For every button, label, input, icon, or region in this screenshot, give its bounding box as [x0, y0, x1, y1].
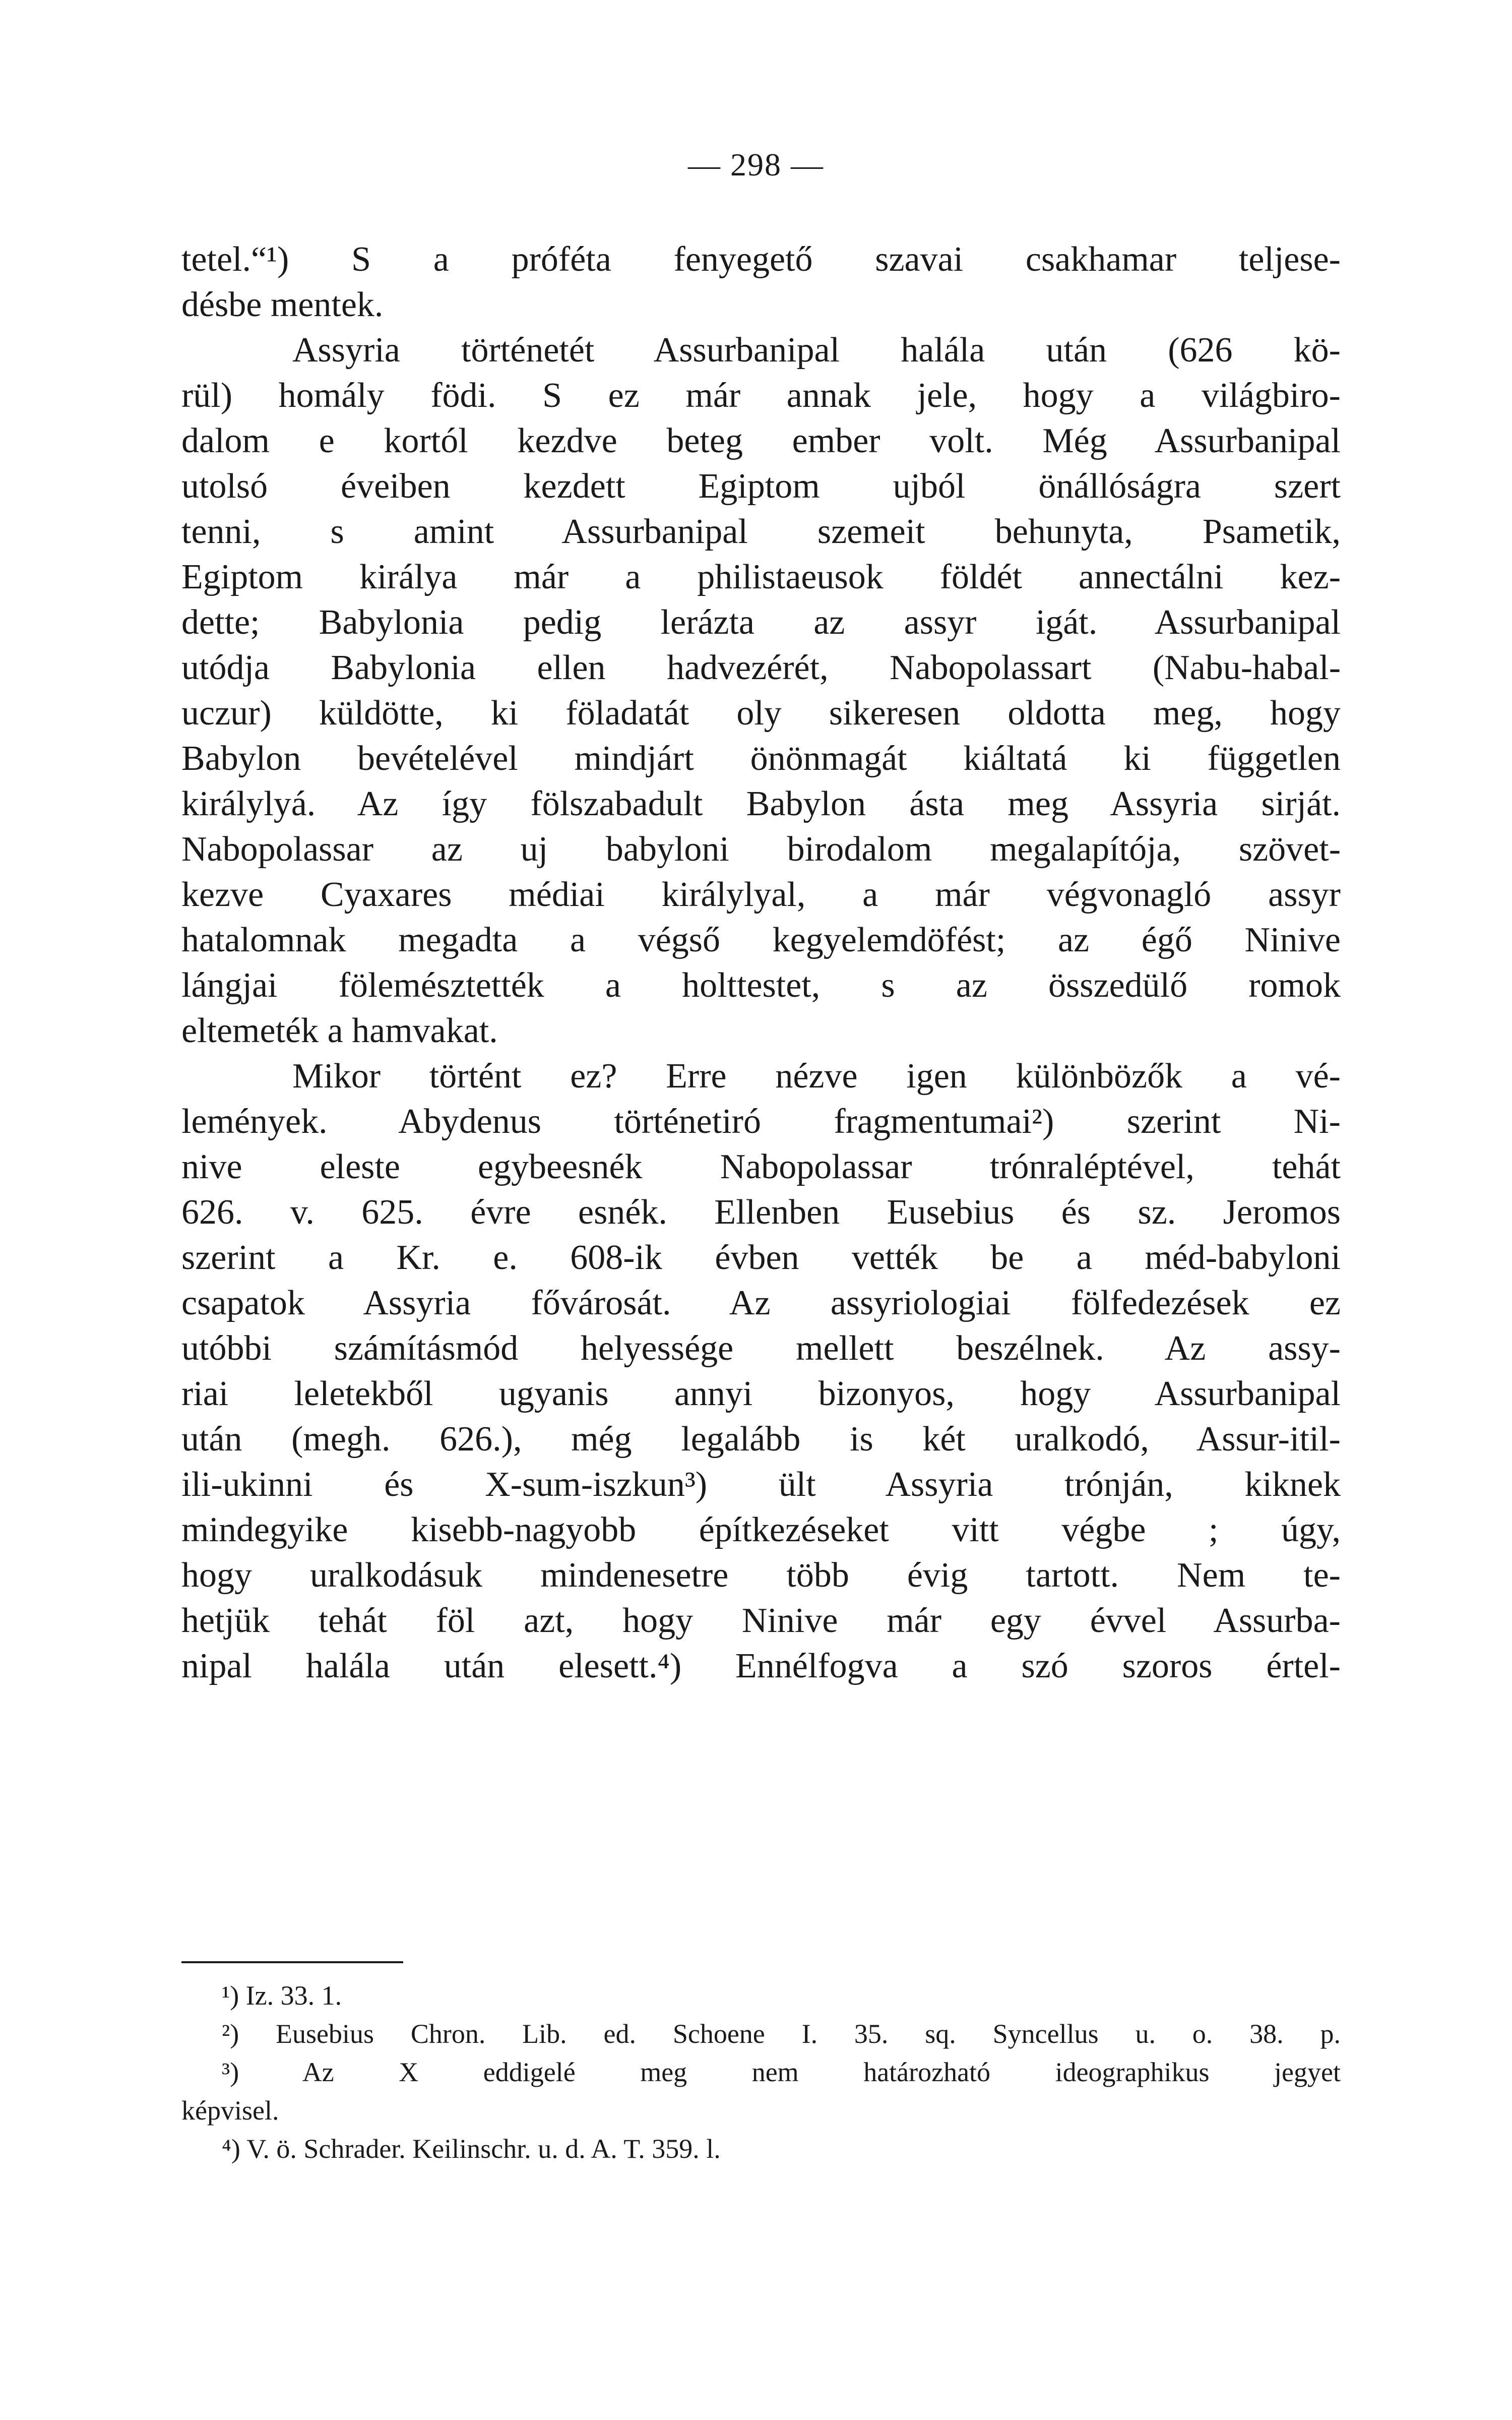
text-line: után (megh. 626.), még legalább is két uralkodó, Assur-itil-	[181, 1420, 1341, 1459]
text-line: rül) homály födi. S ez már annak jele, hogy a világbiro-	[181, 376, 1341, 415]
text-line: tetel.“¹) S a próféta fenyegető szavai csakhamar teljese-	[181, 240, 1341, 279]
text-line: désbe mentek.	[181, 285, 384, 324]
text-line: csapatok Assyria fővárosát. Az assyriologiai fölfedezések ez	[181, 1284, 1341, 1322]
text-line: Egiptom királya már a philistaeusok földét annectálni kez-	[181, 558, 1341, 596]
text-line: Babylon bevételével mindjárt önönmagát kiáltatá ki független	[181, 739, 1341, 778]
footnote-line: ¹) Iz. 33. 1.	[222, 1980, 342, 2011]
text-line: 626. v. 625. évre esnék. Ellenben Eusebius és sz. Jeromos	[181, 1193, 1341, 1232]
text-line: nive eleste egybeesnék Nabopolassar trónraléptével, tehát	[181, 1147, 1341, 1186]
text-line: utolsó éveiben kezdett Egiptom ujból önállóságra szert	[181, 467, 1341, 506]
text-line: riai leletekből ugyanis annyi bizonyos, hogy Assurbanipal	[181, 1374, 1341, 1413]
text-line: nipal halála után elesett.⁴) Ennélfogva a szó szoros értel-	[181, 1647, 1341, 1685]
footnote-line: ³) Az X eddigelé meg nem határozható ideographikus jegyet	[222, 2057, 1341, 2087]
text-line: dette; Babylonia pedig lerázta az assyr igát. Assurbanipal	[181, 603, 1341, 642]
footnote-line: képvisel.	[181, 2095, 279, 2126]
footnote-line: ²) Eusebius Chron. Lib. ed. Schoene I. 35. sq. Syncellus u. o. 38. p.	[222, 2019, 1341, 2049]
text-line: ili-ukinni és X-sum-iszkun³) ült Assyria trónján, kiknek	[181, 1465, 1341, 1504]
text-line: hogy uralkodásuk mindenesetre több évig tartott. Nem te-	[181, 1556, 1341, 1595]
text-line: kezve Cyaxares médiai királylyal, a már végvonagló assyr	[181, 875, 1341, 914]
footnote-line: ⁴) V. ö. Schrader. Keilinschr. u. d. A. T. 359. l.	[222, 2134, 721, 2164]
text-line: Assyria történetét Assurbanipal halála után (626 kö-	[292, 331, 1341, 370]
footnote-divider	[181, 1961, 403, 1963]
text-line: utóbbi számításmód helyessége mellett beszélnek. Az assy-	[181, 1329, 1341, 1368]
text-line: Nabopolassar az uj babyloni birodalom megalapítója, szövet-	[181, 830, 1341, 869]
text-line: hatalomnak megadta a végső kegyelemdöfést; az égő Ninive	[181, 921, 1341, 959]
text-line: hetjük tehát föl azt, hogy Ninive már egy évvel Assurba-	[181, 1601, 1341, 1640]
main-text	[181, 237, 1341, 1689]
text-line: dalom e kortól kezdve beteg ember volt. Még Assurbanipal	[181, 421, 1341, 460]
text-line: lángjai fölemésztették a holttestet, s az összedülő romok	[181, 966, 1341, 1005]
text-line: eltemeték a hamvakat.	[181, 1011, 498, 1050]
text-line: mindegyike kisebb-nagyobb építkezéseket vitt végbe ; úgy,	[181, 1510, 1341, 1549]
text-line: lemények. Abydenus történetiró fragmentumai²) szerint Ni-	[181, 1102, 1341, 1141]
text-line: szerint a Kr. e. 608-ik évben vették be a méd-babyloni	[181, 1238, 1341, 1277]
text-line: tenni, s amint Assurbanipal szemeit behunyta, Psametik,	[181, 512, 1341, 551]
page-number: — 298 —	[688, 147, 824, 183]
text-line: utódja Babylonia ellen hadvezérét, Nabopolassart (Nabu-habal-	[181, 648, 1341, 687]
footnotes	[181, 1976, 1341, 2168]
text-line: uczur) küldötte, ki föladatát oly sikeresen oldotta meg, hogy	[181, 694, 1341, 733]
text-line: királylyá. Az így fölszabadult Babylon ásta meg Assyria sirját.	[181, 784, 1341, 823]
text-line: Mikor történt ez? Erre nézve igen különbözők a vé-	[292, 1057, 1341, 1096]
